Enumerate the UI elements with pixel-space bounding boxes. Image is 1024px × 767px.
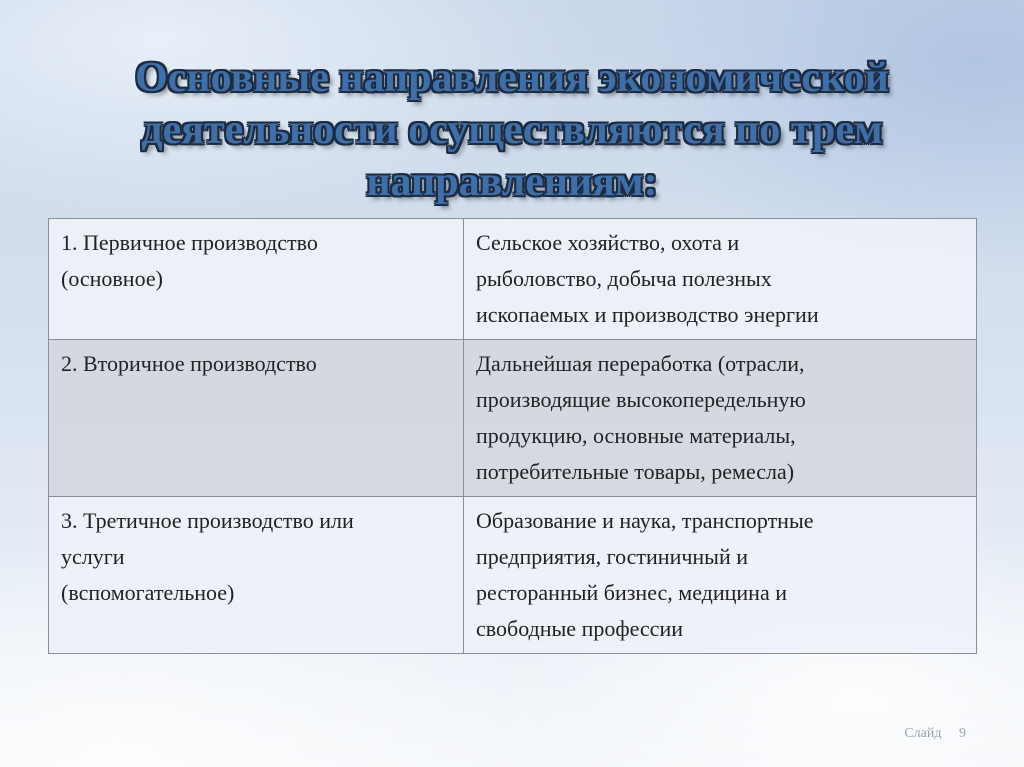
secondary-sector-cell xyxy=(49,340,464,497)
slide-title xyxy=(60,52,964,208)
primary-sector-name: 1. Первичное производство xyxy=(61,230,318,255)
description-line: Сельское хозяйство, охота и xyxy=(476,230,740,255)
tertiary-sector-name-cont: услуги xyxy=(61,544,125,569)
sectors-table xyxy=(48,218,977,654)
secondary-sector-name: 2. Вторичное производство xyxy=(61,351,317,376)
description-line: свободные профессии xyxy=(476,616,683,641)
description-line: ископаемых и производство энергии xyxy=(476,302,819,327)
secondary-sector-description xyxy=(464,340,977,497)
description-line: производящие высокопередельную xyxy=(476,387,806,412)
primary-sector-description xyxy=(464,219,977,340)
tertiary-sector-cell xyxy=(49,497,464,654)
tertiary-sector-name: 3. Третичное производство или xyxy=(61,508,354,533)
description-line: продукцию, основные материалы, xyxy=(476,423,796,448)
table-row-tertiary xyxy=(49,497,977,654)
description-line: потребительные товары, ремесла) xyxy=(476,459,795,484)
title-line-1: Основные направления экономической xyxy=(135,55,889,101)
title-line-3: направлениям: xyxy=(366,159,658,205)
title-line-2: деятельности осуществляются по трем xyxy=(141,107,883,153)
tertiary-sector-note: (вспомогательное) xyxy=(61,580,235,605)
slide-number-value: 9 xyxy=(959,726,966,741)
tertiary-sector-description xyxy=(464,497,977,654)
table-row-primary xyxy=(49,219,977,340)
description-line: ресторанный бизнес, медицина и xyxy=(476,580,787,605)
description-line: рыболовство, добыча полезных xyxy=(476,266,772,291)
primary-sector-cell xyxy=(49,219,464,340)
description-line: Дальнейшая переработка (отрасли, xyxy=(476,351,805,376)
description-line: Образование и наука, транспортные xyxy=(476,508,814,533)
primary-sector-note: (основное) xyxy=(61,266,163,291)
table-row-secondary xyxy=(49,340,977,497)
slide-number xyxy=(904,726,966,742)
slide-label: Слайд xyxy=(904,726,942,741)
description-line: предприятия, гостиничный и xyxy=(476,544,749,569)
